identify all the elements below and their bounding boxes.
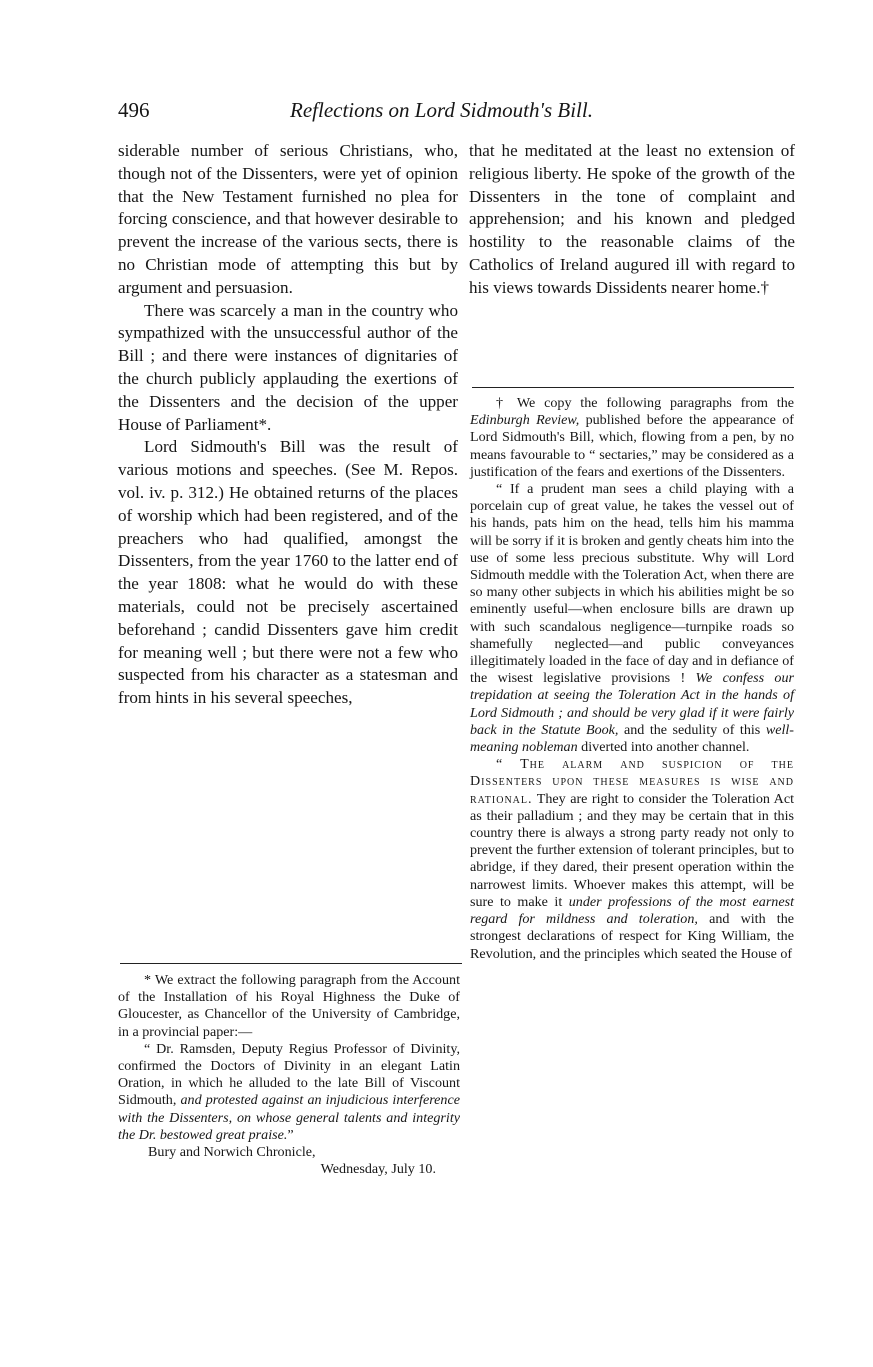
footnote-rule-right	[472, 387, 794, 388]
footnote-right-paragraph-3	[470, 756, 794, 962]
right-column	[469, 140, 795, 300]
footnote-right-paragraph-2	[470, 481, 794, 756]
left-paragraph-2: There was scarcely a man in the country who sympathized with the unsuccessful author of the Bill ; and there were instances of dignitaries of the church publicly applauding the exertions of the Dissenters and the decision of the upper House of Parliament*.	[118, 300, 458, 434]
footnote-left-paragraph-2	[118, 1041, 460, 1144]
footnote-right-p2-text: “ If a prudent man sees a child playing with a porcelain cup of great value, he takes the vessel out of his hands, pats him on the head, tells him his mamma will be sorry if it is broken and gently cheats him into the use of some less precious substitute. Why will Lord Sidmouth meddle with the Toleration Act, when there are so many other subjects in which his abilities might be so eminently useful—when enclosure bills are drawn up with such scandalous negligence—turnpike roads so shamefully neglected—and public conveyances illegitimately loaded in the face of day and in defiance of the wisest legislative provisions !	[470, 481, 794, 687]
footnote-right-p1-text: † We copy the following paragraphs from the	[496, 395, 794, 411]
footnote-right-p1-rest: published before the appearance of Lord Sidmouth's Bill, which, flowing from a pen, by no means favourable to “ sectaries,” may be considered as a justification of the fears and exertions of the Dissenters.	[470, 412, 794, 480]
footnote-left-quote-end: ”	[287, 1126, 294, 1143]
page-number: 496	[118, 98, 150, 122]
footnote-left-date: Wednesday, July 10.	[320, 1161, 436, 1178]
footnote-right-p2-mid: and the sedulity of this	[618, 721, 766, 738]
footnote-rule-left	[120, 963, 462, 964]
footnote-left-quote-italic: and protested against an injudicious interference with the Dissenters, on whose general talents and integrity the Dr. bestowed great praise.	[118, 1092, 460, 1143]
footnote-right-p2-italic: We confess our trepidation at seeing the Toleration Act in the hands of Lord Sidmouth ; and should be very glad if it were fairly back in the Statute Book,	[470, 670, 794, 738]
footnote-left-paragraph-1: * We extract the following paragraph from the Account of the Installation of his Royal Highness the Duke of Gloucester, as Chancellor of the University of Cambridge, in a provincial paper:—	[118, 972, 460, 1040]
page-header	[118, 98, 798, 132]
footnote-right-review-title: Edinburgh Review,	[470, 412, 580, 429]
footnote-right-p2-italic-2: well-meaning nobleman	[470, 721, 794, 756]
footnote-left-quote-start: “ Dr. Ramsden, Deputy Regius Professor of Divinity, confirmed the Doctors of Divinity in an elegant Latin Oration, in which he alluded to the late Bill of Viscount Sidmouth,	[118, 1040, 460, 1109]
right-paragraph-1: that he meditated at the least no extension of religious liberty. He spoke of the growth of the Dissenters in the tone of complaint and apprehension; and his known and pledged hostility to the reasonable claims of the Catholics of Ireland augured ill with regard to his views towards Dissidents nearer home.†	[469, 141, 795, 297]
footnote-right-p3-italic: under professions of the most earnest regard for mildness and toleration,	[470, 893, 795, 928]
left-paragraph-3: Lord Sidmouth's Bill was the result of various motions and speeches. (See M. Repos. vol. iv. p. 312.) He obtained returns of the places of worship which had been registered, and of the preachers who had qualified, amongst the Dissenters, from the year 1760 to the latter end of the year 1808: what he would do with these materials, could not be precisely ascertained beforehand ; candid Dissenters gave him credit for meaning well ; but there were not a few who suspected from his character as a statesman and from hints in his several speeches,	[118, 437, 458, 708]
footnote-right-p2-end: diverted into another channel.	[577, 739, 750, 756]
left-paragraph-1: siderable number of serious Christians, who, though not of the Dissenters, were yet of opinion that the New Testament furnished no plea for forcing conscience, and that however desirable to prevent the increase of the various sects, there is no Christian mode of attempting this but by argument and persuasion.	[118, 141, 458, 297]
footnote-left	[118, 972, 460, 1178]
left-column	[118, 140, 458, 710]
footnote-right	[470, 395, 794, 963]
footnote-right-paragraph-1	[470, 395, 794, 481]
footnote-left-source: Bury and Norwich Chronicle,	[148, 1144, 316, 1161]
running-title: Reflections on Lord Sidmouth's Bill.	[290, 98, 593, 122]
footnote-right-p3-smallcaps: “ The alarm and suspicion of the Dissenters upon these measures is wise and rational.	[470, 756, 794, 807]
footnote-right-p3-end: and with the strongest declarations of respect for King William, the Revolution, and the principles which seated the House of	[470, 911, 794, 962]
footnote-right-p3-text: They are right to consider the Toleration Act as their palladium ; and they may be certain that in this country there is always a strong party ready not only to prevent the further extension of tolerant principles, but to abridge, if they dared, their present operation within the narrowest limits. Whoever makes this attempt, will be sure to make it	[470, 790, 794, 910]
